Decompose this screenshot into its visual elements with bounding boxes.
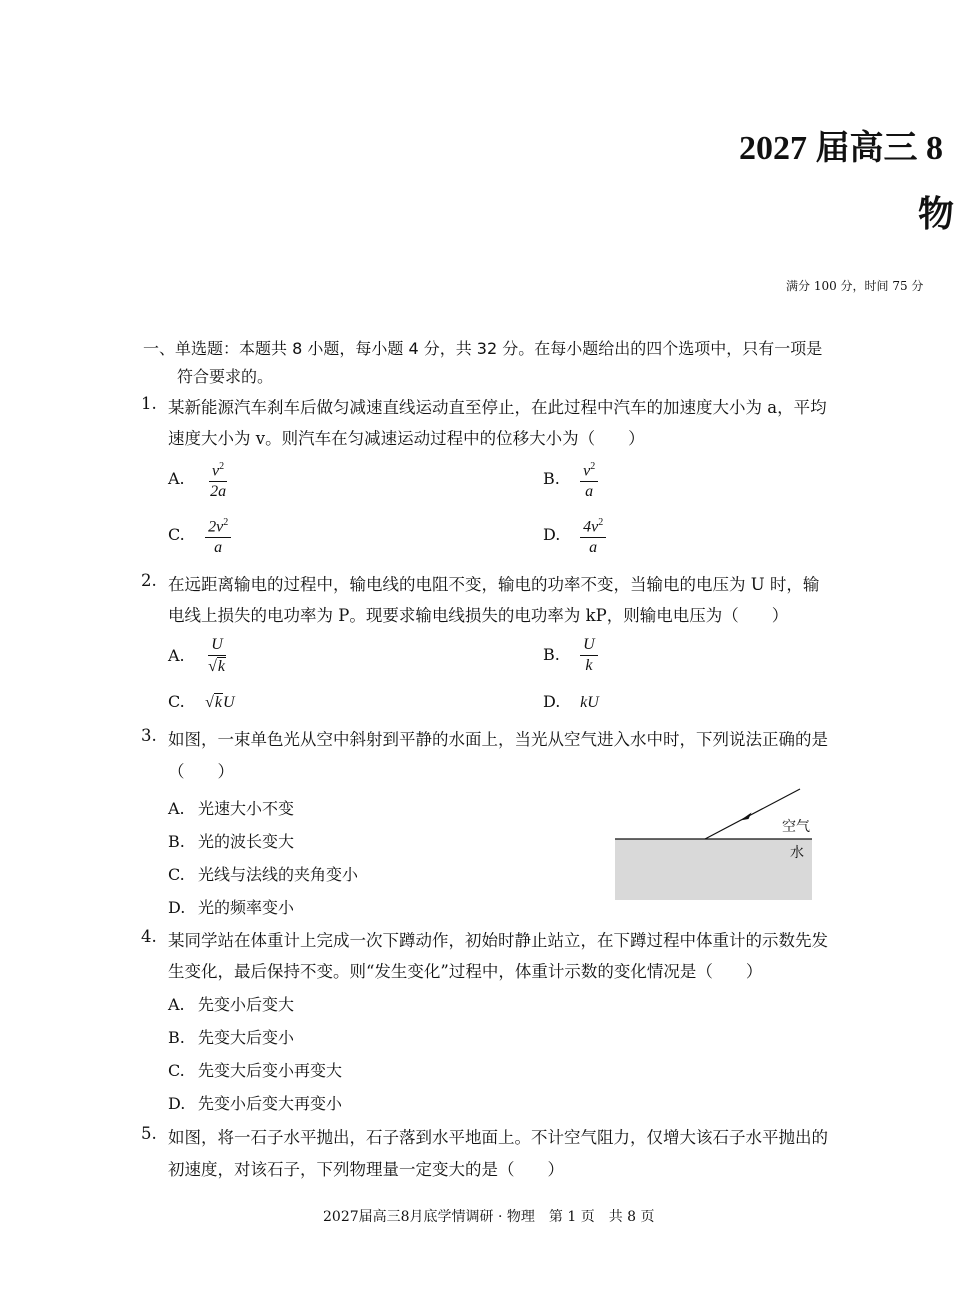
question-5-text: 如图，将一石子水平抛出，石子落到水平地面上。不计空气阻力，仅增大该石子水平抛出的 bbox=[168, 1128, 828, 1147]
question-3-text-cont: （ ） bbox=[168, 762, 234, 781]
question-4-text-cont: 生变化，最后保持不变。则“发生变化”过程中，体重计示数的变化情况是（ ） bbox=[168, 962, 763, 981]
option-c[interactable] bbox=[168, 692, 235, 712]
option-text: 光的波长变大 bbox=[198, 832, 295, 851]
option-label: A. bbox=[168, 799, 185, 818]
question-number: 3. bbox=[141, 726, 157, 745]
option-text: 先变大后变小 bbox=[198, 1028, 295, 1047]
option-c[interactable] bbox=[168, 862, 358, 885]
option-formula: √kU bbox=[205, 694, 235, 711]
option-text: 先变小后变大 bbox=[198, 995, 295, 1014]
option-b[interactable] bbox=[168, 829, 294, 852]
option-b[interactable] bbox=[543, 458, 598, 501]
option-label: C. bbox=[168, 1061, 185, 1080]
option-label: B. bbox=[168, 832, 185, 851]
question-number: 4. bbox=[141, 927, 157, 946]
page-footer: 2027届高三8月底学情调研 · 物理 第 1 页 共 8 页 bbox=[323, 1209, 655, 1225]
option-a[interactable] bbox=[168, 992, 294, 1015]
water-region bbox=[615, 839, 812, 900]
option-label: C. bbox=[168, 865, 185, 884]
option-b[interactable] bbox=[168, 1025, 294, 1048]
question-number: 1. bbox=[141, 394, 157, 413]
option-a[interactable] bbox=[168, 458, 229, 501]
subject-title: 物 bbox=[918, 194, 954, 234]
option-text: 光线与法线的夹角变小 bbox=[198, 865, 359, 884]
option-formula: $\frac{4v^2}{a}$ bbox=[580, 514, 606, 557]
option-text: 先变大后变小再变大 bbox=[198, 1061, 343, 1080]
exam-title: 2027 届高三 8 bbox=[739, 130, 943, 167]
air-label: 空气 bbox=[782, 819, 810, 835]
option-label: A. bbox=[168, 645, 185, 665]
option-formula: $\frac{U}{√k}$ bbox=[208, 636, 225, 675]
section-heading-cont: 符合要求的。 bbox=[177, 367, 274, 386]
question-number: 2. bbox=[141, 571, 157, 590]
option-d[interactable] bbox=[543, 692, 599, 712]
option-d[interactable] bbox=[168, 1091, 342, 1114]
option-text: 先变小后变大再变小 bbox=[198, 1094, 343, 1113]
option-text: 光速大小不变 bbox=[198, 799, 295, 818]
option-label: C. bbox=[168, 525, 185, 545]
option-formula: kU bbox=[580, 694, 599, 711]
question-5-text-cont: 初速度，对该石子，下列物理量一定变大的是（ ） bbox=[168, 1160, 564, 1179]
question-4-text: 某同学站在体重计上完成一次下蹲动作，初始时静止站立，在下蹲过程中体重计的示数先发 bbox=[168, 931, 828, 950]
question-2-text: 在远距离输电的过程中，输电线的电阻不变，输电的功率不变，当输电的电压为 U 时，输 bbox=[168, 575, 820, 594]
option-formula: $\frac{v^2}{2a}$ bbox=[207, 458, 229, 501]
option-label: D. bbox=[543, 692, 561, 711]
question-number: 5. bbox=[141, 1124, 157, 1143]
option-formula: $\frac{2v^2}{a}$ bbox=[205, 514, 231, 557]
question-1-text-cont: 速度大小为 v。则汽车在匀减速运动过程中的位移大小为（ ） bbox=[168, 429, 645, 448]
option-c[interactable] bbox=[168, 514, 231, 557]
option-a[interactable] bbox=[168, 636, 229, 676]
question-1-text: 某新能源汽车刹车后做匀减速直线运动直至停止，在此过程中汽车的加速度大小为 a，平均 bbox=[168, 398, 827, 417]
option-label: A. bbox=[168, 995, 185, 1014]
water-label: 水 bbox=[790, 845, 804, 861]
section-heading: 一、单选题：本题共 8 小题，每小题 4 分，共 32 分。在每小题给出的四个选项中，只有一项是 bbox=[143, 339, 823, 358]
option-d[interactable] bbox=[543, 514, 606, 557]
exam-meta: 满分 100 分，时间 75 分 bbox=[786, 279, 924, 293]
option-d[interactable] bbox=[168, 895, 294, 918]
option-a[interactable] bbox=[168, 796, 294, 819]
option-label: D. bbox=[543, 525, 561, 545]
question-3-text: 如图，一束单色光从空中斜射到平静的水面上，当光从空气进入水中时，下列说法正确的是 bbox=[168, 730, 828, 749]
option-c[interactable] bbox=[168, 1058, 342, 1081]
refraction-figure bbox=[612, 785, 817, 903]
option-label: B. bbox=[543, 469, 560, 489]
option-formula: $\frac{U}{k}$ bbox=[580, 636, 598, 675]
option-b[interactable] bbox=[543, 636, 598, 675]
option-label: C. bbox=[168, 692, 185, 711]
option-formula: $\frac{v^2}{a}$ bbox=[580, 458, 598, 501]
option-label: D. bbox=[168, 898, 186, 917]
question-2-text-cont: 电线上损失的电功率为 P。现要求输电线损失的电功率为 kP，则输电电压为（ ） bbox=[168, 606, 789, 625]
option-text: 光的频率变小 bbox=[198, 898, 295, 917]
option-label: A. bbox=[168, 469, 185, 489]
option-label: B. bbox=[168, 1028, 185, 1047]
option-label: D. bbox=[168, 1094, 186, 1113]
option-label: B. bbox=[543, 645, 560, 664]
